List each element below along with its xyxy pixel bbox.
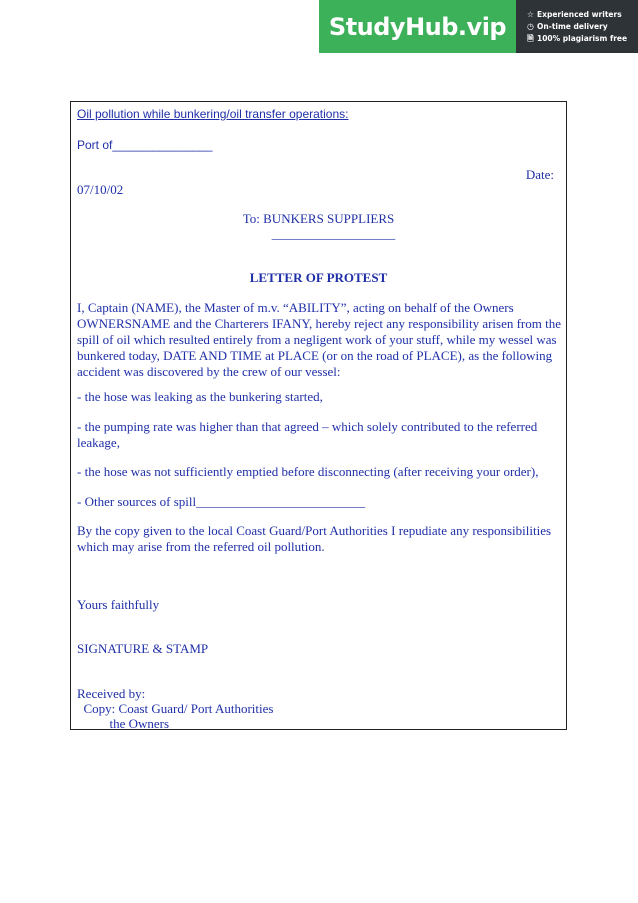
feature-experienced (526, 9, 638, 21)
signature-stamp: SIGNATURE & STAMP (77, 641, 209, 656)
list-item: - the hose was not sufficiently emptied before disconnecting (after receiving your order), (77, 464, 539, 479)
owners-recipient: the Owners (77, 716, 170, 731)
studyhub-banner[interactable] (319, 0, 638, 53)
list-item: - Other sources of spill__________________________ (77, 494, 366, 509)
letter-title: LETTER OF PROTEST (249, 270, 388, 285)
list-item: - the hose was leaking as the bunkering started, (77, 389, 323, 404)
recipient-line: ___________________ (271, 226, 396, 241)
letter-of-protest (70, 101, 567, 730)
document-icon: 🗎 (527, 33, 534, 43)
letter-body: I, Captain (NAME), the Master of m.v. “ABILITY”, acting on behalf of the Owners OWNERSNAME and the Charterers IFANY, hereby reject any responsibility arisen from the spill of oil which resulted entirely from a negligent work of your stuff, while my wessel was bunkered today, DATE AND TIME at PLACE (or on the road of PLACE), as the following accident was discovered by the crew of our vessel: (77, 300, 562, 379)
feature-label: On-time delivery (537, 21, 608, 31)
date-value: 07/10/02 (77, 182, 124, 197)
letter-heading: Oil pollution while bunkering/oil transfer operations: (77, 107, 349, 121)
feature-ontime (526, 21, 638, 33)
received-by: Received by: (77, 686, 146, 701)
feature-plagiarism (526, 33, 638, 45)
date-label: Date: (525, 167, 554, 182)
list-item: - the pumping rate was higher than that agreed – which solely contributed to the referred leakage, (77, 419, 538, 450)
recipient: To: BUNKERS SUPPLIERS (242, 211, 395, 226)
feature-label: Experienced writers (537, 9, 622, 19)
studyhub-logo[interactable]: StudyHub.vip (319, 0, 516, 53)
clock-icon: ◷ (527, 21, 534, 31)
port-of-field: Port of_______________ (77, 138, 213, 152)
copy-paragraph: By the copy given to the local Coast Guard/Port Authorities I repudiate any responsibilities which may arise from the referred oil pollution. (77, 523, 552, 554)
banner-features (516, 0, 638, 53)
star-icon: ☆ (526, 9, 535, 19)
feature-label: 100% plagiarism free (537, 33, 628, 43)
copy-recipients: Copy: Coast Guard/ Port Authorities (77, 701, 274, 716)
closing: Yours faithfully (77, 597, 160, 612)
